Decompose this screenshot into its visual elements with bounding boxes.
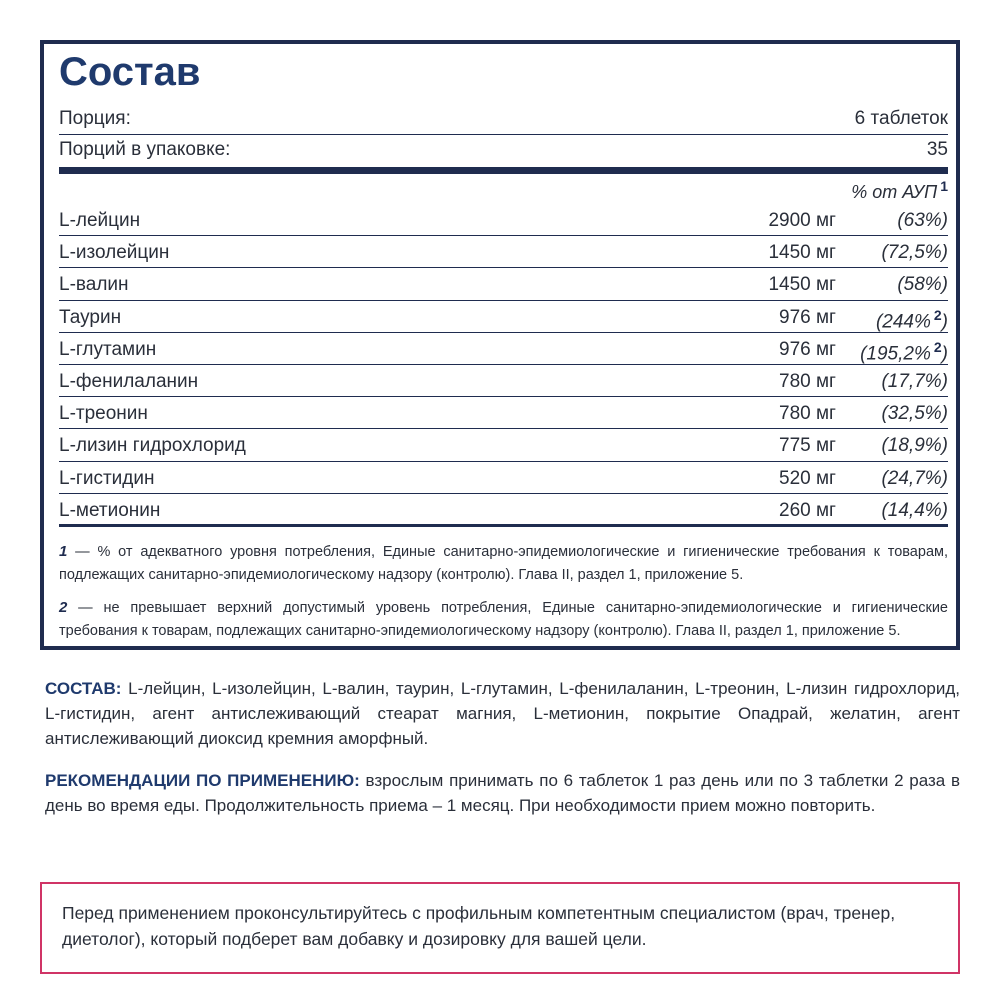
ingredient-row (59, 429, 948, 461)
ingredient-amount: 260 мг (779, 499, 836, 521)
ingredient-pct (897, 210, 948, 232)
ingredient-pct-close: ) (941, 310, 948, 332)
ingredient-name: Таурин (59, 306, 122, 328)
ingredient-name: L-треонин (59, 403, 148, 425)
servings-per-pack-row (59, 135, 948, 165)
recommendations-paragraph (45, 768, 960, 818)
ingredient-pct (876, 307, 948, 333)
ingredient-pct (881, 435, 948, 457)
ingredient-pct (860, 339, 948, 365)
ingredient-pct-value: (18,9%) (881, 435, 948, 457)
footnote-2 (59, 596, 948, 643)
servings-per-pack-value: 35 (926, 139, 948, 160)
ingredient-row (59, 236, 948, 268)
ingredient-pct (881, 371, 948, 393)
ingredient-row (59, 268, 948, 300)
ingredient-pct (897, 274, 948, 296)
ingredient-amount: 976 мг (779, 338, 836, 360)
ingredient-pct-close: ) (941, 343, 948, 365)
ingredient-row (59, 204, 948, 236)
composition-body: L-лейцин, L-изолейцин, L-валин, таурин, L-глутамин, L-фенилаланин, L-треонин, L-лизин гидрохлорид, L-гистидин, агент антислеживающий стеарат магния, L-метионин, покрытие Опадрай, желатин, агент антислеживающий диоксид кремния аморфный. (45, 679, 960, 748)
ingredient-row (59, 333, 948, 365)
footnote-1-text: — % от адекватного уровня потребления, Единые санитарно-эпидемиологические и гигиенические требования к товарам, подлежащих санитарно-эпидемиологическому надзору (контролю). Глава II, раздел 1, приложение 5. (59, 544, 948, 583)
ingredient-pct-note: 2 (933, 338, 942, 355)
ingredient-pct-value: (195,2% (860, 343, 931, 365)
serving-label: Порция: (59, 108, 131, 129)
ingredient-pct-value: (63%) (897, 210, 948, 231)
ingredient-row (59, 494, 948, 526)
ingredient-pct-value: (14,4%) (881, 499, 948, 521)
ingredient-pct (881, 242, 948, 264)
ingredient-amount: 780 мг (779, 371, 836, 392)
footnote-1-mark: 1 (59, 543, 68, 560)
recommendations-heading: РЕКОМЕНДАЦИИ ПО ПРИМЕНЕНИЮ: (45, 771, 360, 790)
ingredient-pct (881, 403, 948, 425)
composition-panel (40, 40, 960, 650)
pct-header (851, 178, 948, 203)
ingredient-row (59, 301, 948, 333)
ingredient-name: L-изолейцин (59, 242, 170, 264)
ingredient-name: L-фенилаланин (59, 371, 199, 392)
ingredient-amount: 775 мг (779, 435, 836, 457)
ingredient-row (59, 397, 948, 429)
footnote-1 (59, 540, 948, 587)
table-bottom-divider (59, 524, 948, 527)
consult-notice (40, 882, 960, 974)
ingredient-pct (881, 468, 948, 490)
ingredient-name: L-лизин гидрохлорид (59, 435, 246, 457)
ingredient-pct-value: (32,5%) (881, 403, 948, 425)
ingredient-amount: 976 мг (779, 306, 836, 328)
footnote-2-mark: 2 (59, 599, 68, 616)
ingredient-name: L-лейцин (59, 210, 141, 231)
pct-header-text: % от АУП (851, 182, 938, 202)
ingredient-pct-value: (24,7%) (881, 467, 948, 489)
composition-title: Состав (59, 50, 201, 94)
ingredient-amount: 2900 мг (768, 210, 836, 231)
consult-notice-text: Перед применением проконсультируйтесь с профильным компетентным специалистом (врач, тренер, диетолог), который подберет вам добавку и дозировку для вашей цели. (62, 903, 896, 949)
servings-per-pack-label: Порций в упаковке: (59, 139, 231, 160)
ingredient-name: L-метионин (59, 499, 161, 521)
ingredient-name: L-валин (59, 274, 129, 296)
ingredient-row (59, 365, 948, 397)
ingredient-name: L-гистидин (59, 467, 155, 489)
ingredient-pct-value: (17,7%) (881, 371, 948, 392)
pct-header-note: 1 (940, 178, 948, 194)
ingredient-pct-note: 2 (933, 306, 942, 323)
ingredient-pct (881, 500, 948, 522)
ingredient-row (59, 462, 948, 494)
recommendations-body: взрослым принимать по 6 таблеток 1 раз день или по 3 таблетки 2 раза в день во время еды. Продолжительность приема – 1 месяц. При необходимости прием можно повторить. (45, 771, 960, 815)
serving-value: 6 таблеток (854, 108, 948, 129)
composition-heading: СОСТАВ: (45, 679, 122, 698)
ingredient-amount: 780 мг (779, 403, 836, 425)
serving-row (59, 104, 948, 134)
footnote-2-text: — не превышает верхний допустимый уровень потребления, Единые санитарно-эпидемиологические и гигиенические требования к товарам, подлежащих санитарно-эпидемиологическому надзору (контролю). Глава II, раздел 1, приложение 5. (59, 600, 948, 639)
ingredient-amount: 520 мг (779, 467, 836, 489)
composition-paragraph (45, 676, 960, 751)
ingredient-pct-value: (58%) (897, 274, 948, 296)
ingredient-name: L-глутамин (59, 338, 157, 360)
thick-divider (59, 167, 948, 174)
ingredient-amount: 1450 мг (768, 242, 836, 264)
ingredient-pct-value: (244% (875, 310, 931, 332)
ingredient-amount: 1450 мг (768, 274, 836, 296)
ingredient-pct-value: (72,5%) (881, 242, 948, 264)
